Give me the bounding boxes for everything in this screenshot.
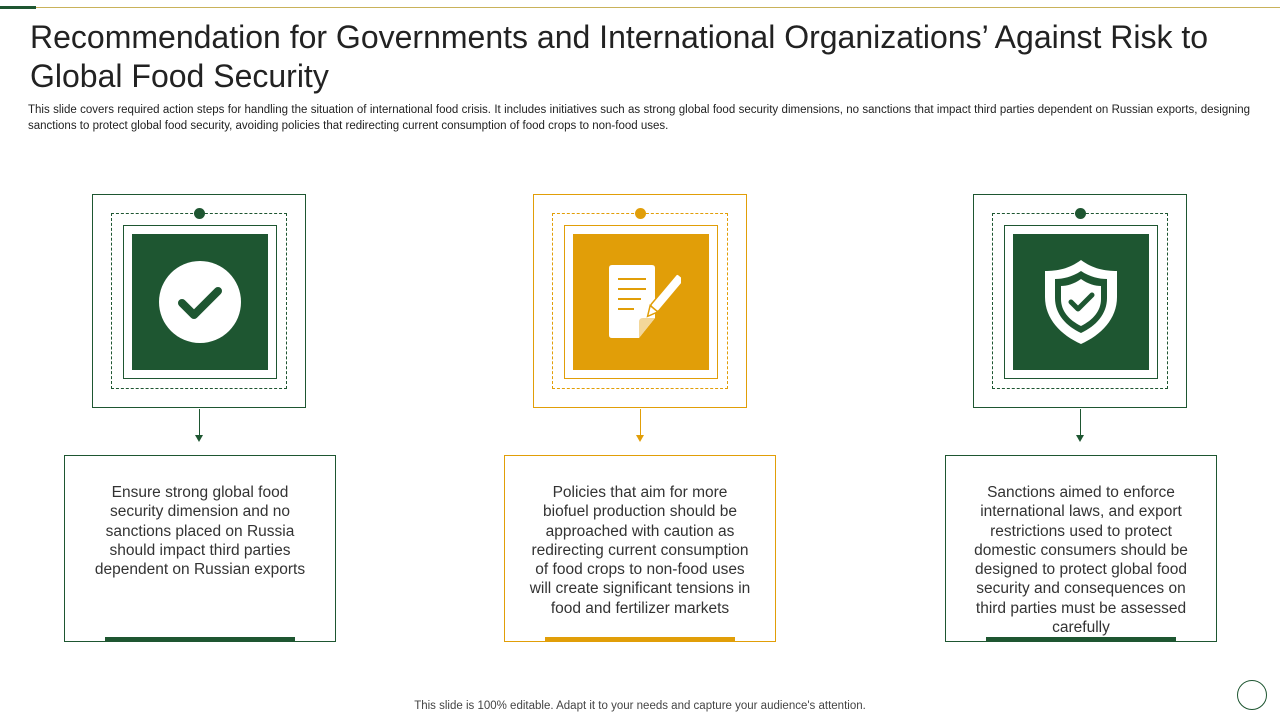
text-card-accent-bar <box>986 637 1176 642</box>
icon-card-fill <box>1013 234 1149 370</box>
top-accent-bar <box>0 6 36 9</box>
slide-footer: This slide is 100% editable. Adapt it to your needs and capture your audience's attention. <box>414 700 866 712</box>
shield-check-icon <box>1041 257 1121 347</box>
connector-line-3 <box>1080 409 1081 437</box>
text-card-3-body: Sanctions aimed to enforce international laws, and export restrictions used to protect domestic consumers should be designed to protect global food security and consequences on third parties must be assessed carefully <box>974 484 1188 637</box>
slide-subtitle: This slide covers required action steps for handling the situation of international food crisis. It includes initiatives such as strong global food security dimensions, no sanctions that impact third parties dependent on Russian exports, designing sanctions to protect global food security, avoiding policies that redirecting current consumption of food crops to non-food uses. <box>28 104 1250 132</box>
text-card-1-body: Ensure strong global food security dimension and no sanctions placed on Russia should impact third parties dependent on Russian exports <box>94 484 306 579</box>
arrow-down-icon <box>195 435 203 442</box>
arrow-down-icon <box>636 435 644 442</box>
arrow-down-icon <box>1076 435 1084 442</box>
icon-card-dot <box>194 208 205 219</box>
check-circle-icon <box>158 260 242 344</box>
text-card-3 <box>945 455 1217 642</box>
corner-circle-icon <box>1237 680 1267 710</box>
document-pen-icon <box>601 262 681 342</box>
text-card-2 <box>504 455 776 642</box>
icon-card-fill <box>573 234 709 370</box>
icon-card-1 <box>92 194 306 408</box>
text-card-2-body: Policies that aim for more biofuel production should be approached with caution as redirecting current consumption of food crops to non-food uses will create significant tensions in food and fertilizer markets <box>529 484 751 617</box>
text-card-1 <box>64 455 336 642</box>
connector-line-2 <box>640 409 641 437</box>
text-card-accent-bar <box>545 637 735 642</box>
icon-card-dot <box>1075 208 1086 219</box>
text-card-accent-bar <box>105 637 295 642</box>
slide-title: Recommendation for Governments and International Organizations’ Against Risk to Global Food Security <box>30 19 1209 94</box>
icon-card-dot <box>635 208 646 219</box>
icon-card-2 <box>533 194 747 408</box>
icon-card-fill <box>132 234 268 370</box>
connector-line-1 <box>199 409 200 437</box>
icon-card-3 <box>973 194 1187 408</box>
top-divider-line <box>0 7 1280 8</box>
